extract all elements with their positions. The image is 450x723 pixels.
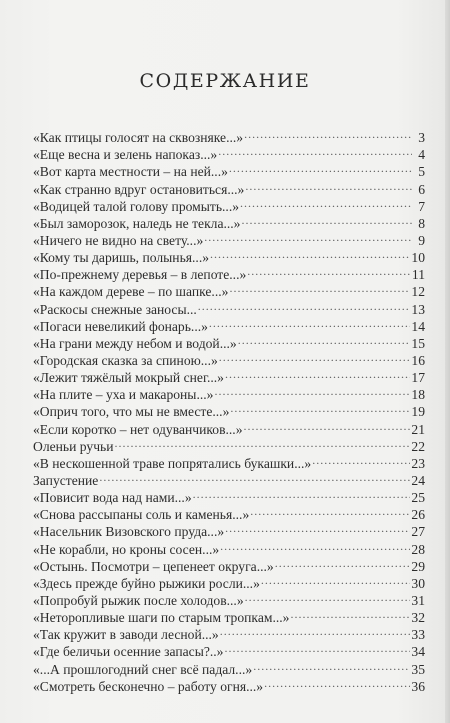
toc-entry-title: «Снова рассыпаны соль и каменья...» bbox=[33, 507, 250, 523]
toc-leader-dots bbox=[241, 211, 412, 228]
toc-entry-title: «На грани между небом и водой...» bbox=[33, 335, 237, 351]
toc-leader-dots bbox=[240, 194, 412, 211]
toc-entry-title: «Насельник Визовского пруда...» bbox=[33, 524, 225, 540]
toc-leader-dots bbox=[230, 399, 410, 416]
toc-leader-dots bbox=[218, 142, 412, 159]
toc-entry-title: «Как птицы голосят на сквозняке...» bbox=[33, 130, 244, 146]
toc-leader-dots bbox=[225, 519, 410, 536]
toc-entry-title: «Неторопливые шаги по старым тропкам...» bbox=[33, 610, 290, 626]
toc-entry-title: «Если коротко – нет одуванчиков...» bbox=[33, 421, 243, 437]
toc-entry-page-number: 3 bbox=[418, 130, 425, 146]
toc-entry-page-number: 36 bbox=[411, 678, 425, 694]
toc-leader-dots bbox=[290, 605, 410, 622]
toc-entry-page-number: 29 bbox=[411, 558, 425, 574]
toc-leader-dots bbox=[244, 125, 412, 142]
toc-leader-dots bbox=[99, 468, 410, 485]
table-of-contents bbox=[33, 125, 425, 694]
toc-leader-dots bbox=[244, 416, 411, 433]
toc-leader-dots bbox=[219, 348, 411, 365]
toc-leader-dots bbox=[245, 588, 411, 605]
toc-entry-title: «Повисит вода над нами...» bbox=[33, 490, 192, 506]
toc-leader-dots bbox=[198, 296, 411, 313]
toc-entry-page-number: 28 bbox=[411, 541, 425, 557]
toc-leader-dots bbox=[210, 245, 410, 262]
toc-entry-title: «В нескошенной траве попрятались букашки...» bbox=[33, 455, 312, 471]
toc-leader-dots bbox=[253, 656, 410, 673]
toc-entry-page-number: 31 bbox=[411, 592, 425, 608]
toc-leader-dots bbox=[193, 485, 411, 502]
toc-entry-title: «...А прошлогодний снег всё падал...» bbox=[33, 661, 253, 677]
toc-entry-title: «Еще весна и зелень напоказ...» bbox=[33, 147, 218, 163]
toc-entry-page-number: 8 bbox=[418, 215, 425, 231]
toc-entry-page-number: 32 bbox=[411, 610, 425, 626]
toc-entry-page-number: 25 bbox=[411, 490, 425, 506]
toc-entry-title: Оленьи ручьи bbox=[33, 438, 114, 454]
toc-leader-dots bbox=[250, 502, 410, 519]
toc-leader-dots bbox=[275, 554, 411, 571]
toc-entry-page-number: 24 bbox=[411, 472, 425, 488]
page-title: СОДЕРЖАНИЕ bbox=[139, 70, 311, 92]
toc-leader-dots bbox=[229, 279, 410, 296]
toc-entry-title: «Как странно вдруг остановиться...» bbox=[33, 181, 245, 197]
toc-entry-page-number: 19 bbox=[411, 404, 425, 420]
toc-entry-title: «Так кружит в заводи лесной...» bbox=[33, 627, 219, 643]
page-edge bbox=[445, 0, 450, 723]
toc-entry-page-number: 23 bbox=[411, 455, 425, 471]
toc-leader-dots bbox=[238, 331, 411, 348]
toc-entry-page-number: 6 bbox=[418, 181, 425, 197]
toc-entry-page-number: 21 bbox=[411, 421, 425, 437]
toc-entry-page-number: 4 bbox=[418, 147, 425, 163]
toc-entry-page-number: 33 bbox=[411, 627, 425, 643]
toc-entry-title: «Раскосы снежные заносы... bbox=[33, 301, 197, 317]
toc-entry-page-number: 34 bbox=[411, 644, 425, 660]
toc-leader-dots bbox=[220, 536, 410, 553]
toc-entry-page-number: 7 bbox=[418, 198, 425, 214]
toc-leader-dots bbox=[312, 451, 410, 468]
toc-entry-page-number: 16 bbox=[411, 352, 425, 368]
toc-entry-title: Запустение bbox=[33, 472, 99, 488]
toc-leader-dots bbox=[115, 434, 411, 451]
toc-entry-page-number: 17 bbox=[411, 370, 425, 386]
toc-leader-dots bbox=[264, 674, 410, 691]
toc-entry-title: «Был заморозок, наледь не текла...» bbox=[33, 215, 241, 231]
toc-entry-title: «Попробуй рыжик после холодов...» bbox=[33, 592, 244, 608]
toc-entry-title: «На плите – уха и макароны...» bbox=[33, 387, 214, 403]
toc-entry-title: «Здесь прежде буйно рыжики росли...» bbox=[33, 575, 260, 591]
toc-entry-title: «Где беличьи осенние запасы?..» bbox=[33, 644, 224, 660]
toc-entry-page-number: 18 bbox=[411, 387, 425, 403]
toc-entry-title: «Не корабли, но кроны сосен...» bbox=[33, 541, 220, 557]
toc-entry-title: «Остынь. Посмотри – цепенеет округа...» bbox=[33, 558, 274, 574]
toc-entry-title: «Погаси невеликий фонарь...» bbox=[33, 318, 208, 334]
toc-entry-page-number: 5 bbox=[418, 164, 425, 180]
toc-leader-dots bbox=[245, 176, 412, 193]
toc-entry-title: «Вот карта местности – на ней...» bbox=[33, 164, 228, 180]
toc-entry-page-number: 10 bbox=[411, 250, 425, 266]
toc-leader-dots bbox=[225, 365, 410, 382]
toc-entry-page-number: 35 bbox=[411, 661, 425, 677]
toc-leader-dots bbox=[214, 382, 410, 399]
toc-entry-title: «Городская сказка за спиною...» bbox=[33, 352, 218, 368]
toc-leader-dots bbox=[204, 228, 412, 245]
toc-entry bbox=[33, 125, 425, 146]
toc-entry-title: «Смотреть бесконечно – работу огня...» bbox=[33, 678, 264, 694]
toc-leader-dots bbox=[261, 571, 411, 588]
toc-entry-page-number: 22 bbox=[411, 438, 425, 454]
toc-leader-dots bbox=[209, 314, 410, 331]
toc-entry-title: «На каждом дереве – по шапке...» bbox=[33, 284, 229, 300]
toc-entry-page-number: 14 bbox=[411, 318, 425, 334]
toc-leader-dots bbox=[220, 622, 411, 639]
toc-entry-title: «Оприч того, что мы не вместе...» bbox=[33, 404, 230, 420]
toc-entry-title: «Водицей талой голову промыть...» bbox=[33, 198, 240, 214]
toc-entry-page-number: 9 bbox=[418, 232, 425, 248]
toc-leader-dots bbox=[224, 639, 410, 656]
toc-entry-title: «Ничего не видно на свету...» bbox=[33, 232, 204, 248]
toc-entry-page-number: 11 bbox=[411, 267, 425, 283]
toc-entry-page-number: 12 bbox=[411, 284, 425, 300]
toc-leader-dots bbox=[247, 262, 411, 279]
toc-entry-title: «Лежит тяжёлый мокрый снег...» bbox=[33, 370, 224, 386]
toc-entry-title: «Кому ты даришь, полынья...» bbox=[33, 250, 210, 266]
toc-leader-dots bbox=[229, 159, 412, 176]
toc-entry-page-number: 15 bbox=[411, 335, 425, 351]
toc-entry-title: «По-прежнему деревья – в лепоте...» bbox=[33, 267, 247, 283]
toc-entry-page-number: 27 bbox=[411, 524, 425, 540]
toc-entry-page-number: 30 bbox=[411, 575, 425, 591]
toc-entry-page-number: 13 bbox=[411, 301, 425, 317]
toc-entry-page-number: 26 bbox=[411, 507, 425, 523]
